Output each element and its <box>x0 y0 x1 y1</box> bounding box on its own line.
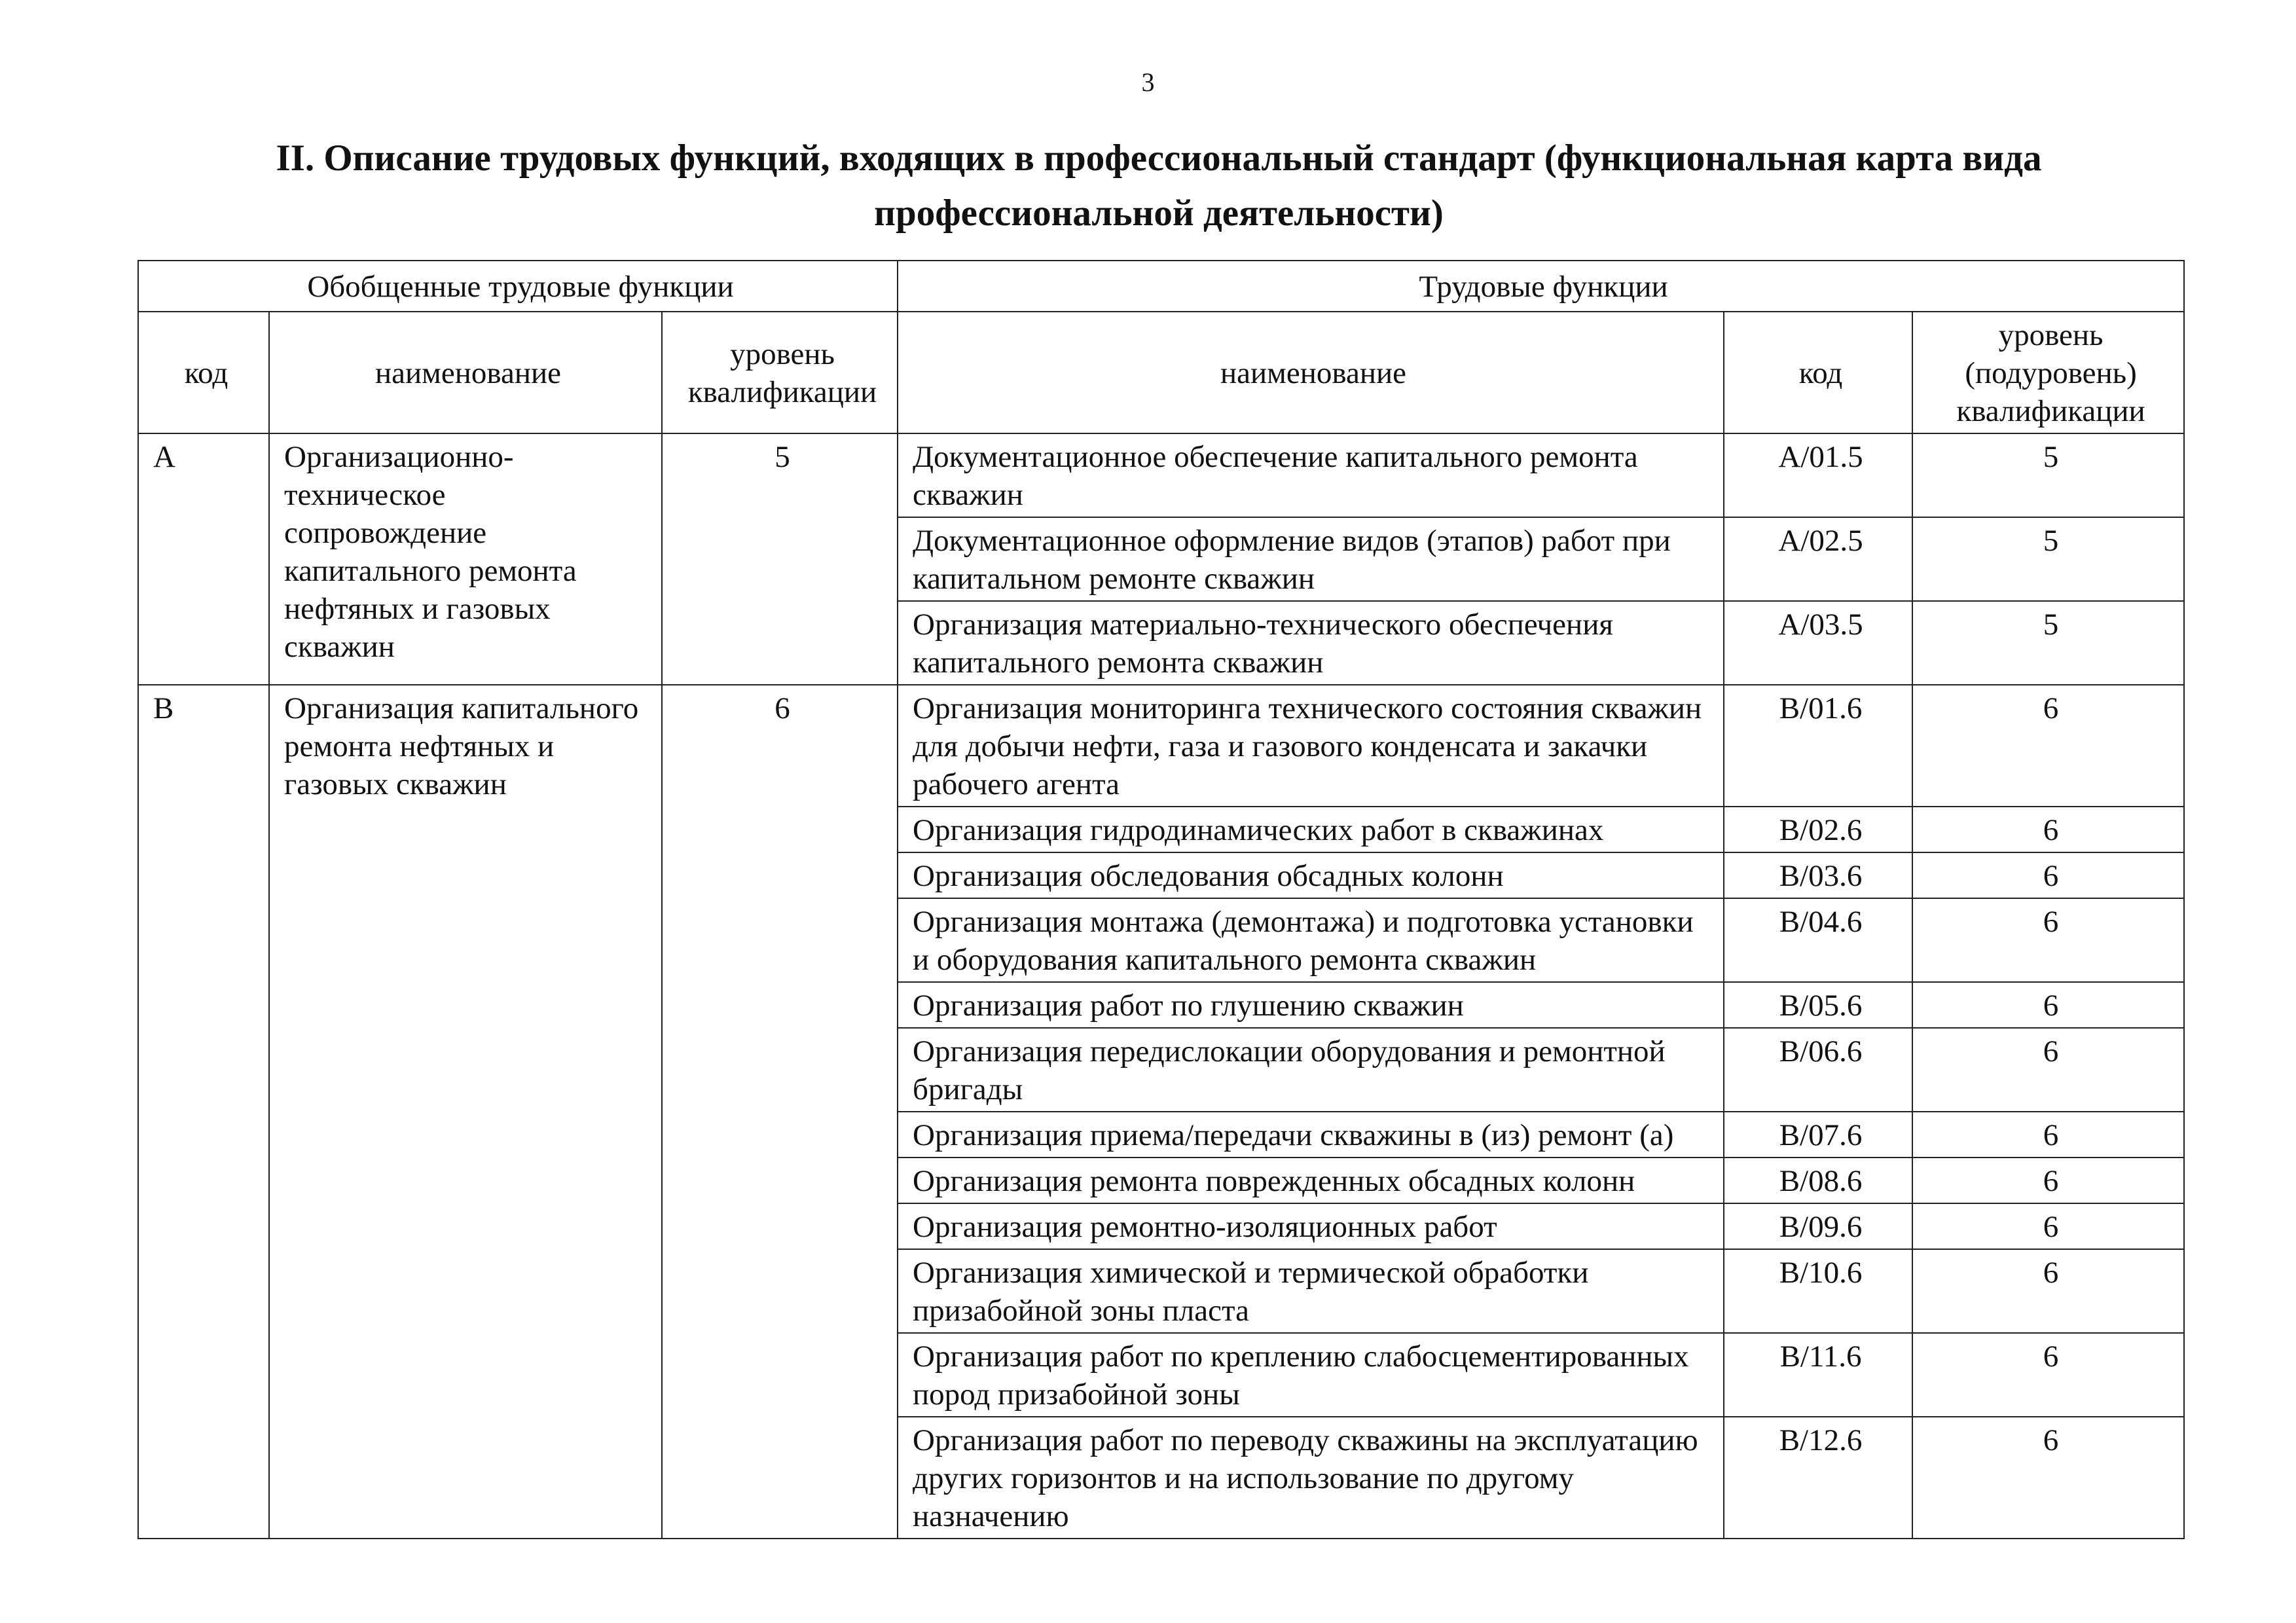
labor-function-code: A/03.5 <box>1724 601 1912 685</box>
labor-function-level: 6 <box>1912 1158 2184 1203</box>
labor-function-code: B/11.6 <box>1724 1333 1912 1417</box>
labor-function-code: B/06.6 <box>1724 1028 1912 1112</box>
labor-function-level: 6 <box>1912 1028 2184 1112</box>
labor-function-level: 6 <box>1912 1112 2184 1158</box>
labor-function-code: B/02.6 <box>1724 807 1912 852</box>
labor-function-code: A/01.5 <box>1724 433 1912 517</box>
page-title: II. Описание трудовых функций, входящих в профессиональный стандарт (функциональная карта вида профессиональной деятельности) <box>276 137 2042 234</box>
labor-function-code: B/09.6 <box>1724 1203 1912 1249</box>
gen-function-code: A <box>138 433 269 685</box>
labor-function-code: B/12.6 <box>1724 1417 1912 1539</box>
labor-function-level: 6 <box>1912 1417 2184 1539</box>
table-row <box>138 433 2184 517</box>
labor-function-code: B/07.6 <box>1724 1112 1912 1158</box>
page-number: 3 <box>1141 67 1155 97</box>
labor-function-level: 6 <box>1912 898 2184 982</box>
labor-function-code: B/10.6 <box>1724 1249 1912 1333</box>
labor-function-level: 6 <box>1912 807 2184 852</box>
labor-function-name: Организация передислокации оборудования и ремонтной бригады <box>898 1028 1724 1112</box>
labor-function-level: 5 <box>1912 601 2184 685</box>
labor-function-name: Документационное обеспечение капитального ремонта скважин <box>898 433 1724 517</box>
labor-function-name: Организация монтажа (демонтажа) и подготовка установки и оборудования капитального ремонта скважин <box>898 898 1724 982</box>
labor-function-code: A/02.5 <box>1724 517 1912 601</box>
labor-function-name: Организация работ по креплению слабосцементированных пород призабойной зоны <box>898 1333 1724 1417</box>
tf-code-header: код <box>1724 312 1912 433</box>
labor-function-level: 6 <box>1912 852 2184 898</box>
labor-function-name: Организация материально-технического обеспечения капитального ремонта скважин <box>898 601 1724 685</box>
gen-function-level: 5 <box>662 433 898 685</box>
labor-function-code: B/08.6 <box>1724 1158 1912 1203</box>
labor-function-name: Документационное оформление видов (этапов) работ при капитальном ремонте скважин <box>898 517 1724 601</box>
generalized-functions-header: Обобщенные трудовые функции <box>138 261 898 312</box>
labor-function-name: Организация ремонта поврежденных обсадных колонн <box>898 1158 1724 1203</box>
labor-function-level: 6 <box>1912 982 2184 1028</box>
labor-function-code: B/04.6 <box>1724 898 1912 982</box>
labor-function-name: Организация приема/передачи скважины в (из) ремонт (а) <box>898 1112 1724 1158</box>
table-body <box>138 433 2184 1539</box>
gen-level-header: уровень квалификации <box>662 312 898 433</box>
labor-function-level: 6 <box>1912 1203 2184 1249</box>
gen-code-header: код <box>138 312 269 433</box>
labor-function-level: 6 <box>1912 685 2184 807</box>
tf-level-header: уровень (подуровень) квалификации <box>1912 312 2184 433</box>
table-row <box>138 685 2184 807</box>
labor-function-code: B/05.6 <box>1724 982 1912 1028</box>
gen-function-name: Организация капитального ремонта нефтяных и газовых скважин <box>269 685 662 1539</box>
labor-function-name: Организация обследования обсадных колонн <box>898 852 1724 898</box>
labor-function-code: B/03.6 <box>1724 852 1912 898</box>
labor-function-code: B/01.6 <box>1724 685 1912 807</box>
tf-name-header: наименование <box>898 312 1724 433</box>
labor-function-level: 5 <box>1912 517 2184 601</box>
labor-function-name: Организация ремонтно-изоляционных работ <box>898 1203 1724 1249</box>
labor-function-name: Организация химической и термической обработки призабойной зоны пласта <box>898 1249 1724 1333</box>
functional-map-table <box>137 260 2185 1539</box>
labor-function-name: Организация гидродинамических работ в скважинах <box>898 807 1724 852</box>
labor-functions-header: Трудовые функции <box>898 261 2184 312</box>
labor-function-level: 5 <box>1912 433 2184 517</box>
gen-function-level: 6 <box>662 685 898 1539</box>
gen-function-name: Организационно-техническое сопровождение капитального ремонта нефтяных и газовых скважин <box>269 433 662 685</box>
labor-function-name: Организация работ по переводу скважины на эксплуатацию других горизонтов и на использование по другому назначению <box>898 1417 1724 1539</box>
labor-function-level: 6 <box>1912 1333 2184 1417</box>
labor-function-name: Организация мониторинга технического состояния скважин для добычи нефти, газа и газового конденсата и закачки рабочего агента <box>898 685 1724 807</box>
gen-function-code: B <box>138 685 269 1539</box>
labor-function-name: Организация работ по глушению скважин <box>898 982 1724 1028</box>
gen-name-header: наименование <box>269 312 662 433</box>
labor-function-level: 6 <box>1912 1249 2184 1333</box>
